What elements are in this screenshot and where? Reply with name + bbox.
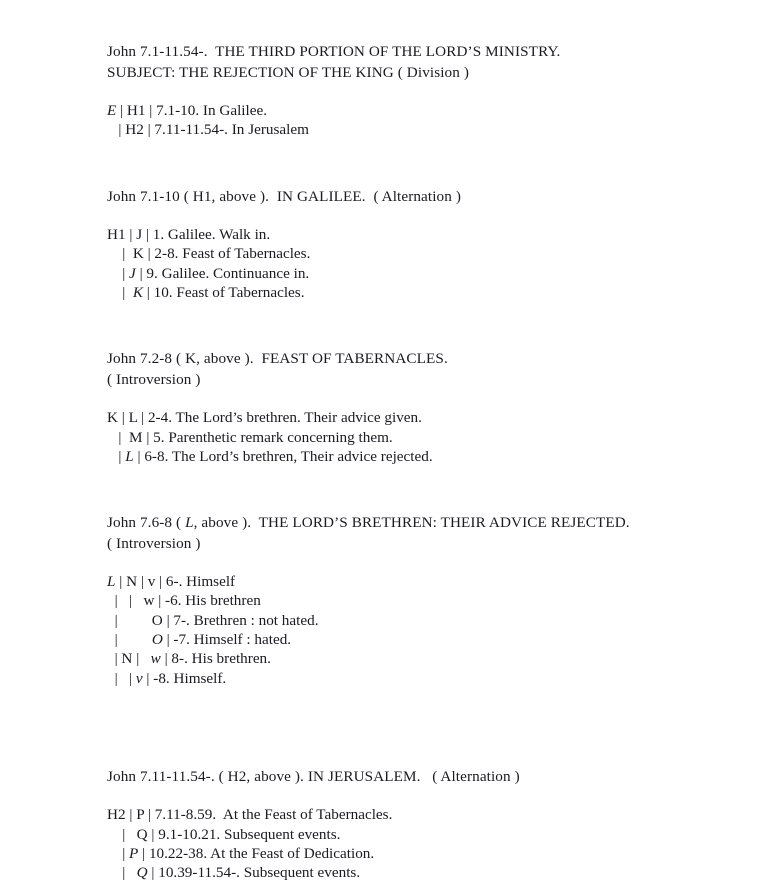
section-spacer <box>107 466 747 513</box>
heading-line: John 7.2-8 ( K, above ). FEAST OF TABERNACLES. <box>107 350 448 368</box>
heading-line: SUBJECT: THE REJECTION OF THE KING ( Division ) <box>107 63 469 81</box>
structure-row <box>107 264 747 283</box>
structure-text: K | L | 2-4. The Lord’s brethren. Their advice given. <box>107 409 422 427</box>
structure-text: | H2 | 7.11-11.54-. In Jerusalem <box>107 121 309 139</box>
structure-letter: v <box>135 669 143 687</box>
section-heading-feast-of-tabernacles <box>107 349 747 390</box>
outline-section-in-galilee <box>107 187 747 303</box>
structure-row <box>107 591 747 610</box>
structure-text: | <box>107 845 130 863</box>
spacer <box>107 787 747 805</box>
structure-letter: E <box>107 102 117 119</box>
structure-text: | <box>107 283 133 301</box>
structure-letter: O <box>151 631 163 649</box>
structure-block-in-jerusalem <box>107 805 747 882</box>
structure-letter: L <box>125 447 134 465</box>
outline-section-lords-brethren-advice-rejected <box>107 513 747 688</box>
spacer <box>107 390 747 408</box>
heading-line: John 7.6-8 ( L, above ). THE LORD’S BRETHREN: THEIR ADVICE REJECTED. <box>107 514 630 532</box>
structure-letter: L <box>107 573 116 591</box>
structure-row <box>107 120 747 139</box>
structure-text: | Q | 9.1-10.21. Subsequent events. <box>107 825 341 843</box>
structure-text: | -8. Himself. <box>142 669 227 687</box>
structure-text: | M | 5. Parenthetic remark concerning them. <box>107 428 393 446</box>
structure-row <box>107 572 747 591</box>
structure-text: | | <box>107 669 136 687</box>
spacer <box>107 83 747 101</box>
structure-row <box>107 225 747 244</box>
structure-row <box>107 283 747 302</box>
heading-line: John 7.1-11.54-. THE THIRD PORTION OF THE LORD’S MINISTRY. <box>107 43 561 60</box>
structure-text: | H1 | 7.1-10. In Galilee. <box>116 102 268 119</box>
structure-row <box>107 669 747 688</box>
section-spacer <box>107 140 747 187</box>
structure-row <box>107 611 747 630</box>
structure-text: | 8-. His brethren. <box>160 650 271 668</box>
structure-text: | O | 7-. Brethren : not hated. <box>107 611 319 629</box>
section-heading-division <box>107 42 747 83</box>
structure-letter: K <box>132 283 143 301</box>
structure-text: | <box>107 631 152 649</box>
structure-text: | <box>107 264 130 282</box>
section-spacer <box>107 688 747 767</box>
structure-row <box>107 825 747 844</box>
structure-row <box>107 244 747 263</box>
structure-row <box>107 863 747 882</box>
heading-line: John 7.1-10 ( H1, above ). IN GALILEE. ( Alternation ) <box>107 187 461 205</box>
structure-letter: L <box>185 514 194 532</box>
structure-row <box>107 428 747 447</box>
structure-letter: Q <box>136 864 148 882</box>
structure-letter: P <box>129 845 139 863</box>
structure-text: H1 | J | 1. Galilee. Walk in. <box>107 226 271 244</box>
structure-text: | 10.39-11.54-. Subsequent events. <box>147 864 361 882</box>
heading-line: ( Introversion ) <box>107 534 201 552</box>
structure-row <box>107 805 747 824</box>
structure-row <box>107 447 747 466</box>
outline-sections <box>107 42 747 883</box>
structure-block-feast-of-tabernacles <box>107 408 747 466</box>
structure-text: | <box>107 447 126 465</box>
structure-row <box>107 649 747 668</box>
heading-line: John 7.11-11.54-. ( H2, above ). IN JERUSALEM. ( Alternation ) <box>107 767 520 785</box>
structure-block-in-galilee <box>107 225 747 302</box>
section-spacer <box>107 302 747 349</box>
outline-section-feast-of-tabernacles <box>107 349 747 466</box>
section-heading-in-jerusalem <box>107 767 747 788</box>
section-heading-lords-brethren-advice-rejected <box>107 513 747 554</box>
structure-text: | 6-8. The Lord’s brethren, Their advice rejected. <box>133 447 433 465</box>
spacer <box>107 207 747 225</box>
document-body <box>107 42 747 883</box>
outline-section-division <box>107 42 747 140</box>
spacer <box>107 554 747 572</box>
structure-text: | -7. Himself : hated. <box>162 631 292 649</box>
outline-section-in-jerusalem <box>107 767 747 883</box>
structure-text: | N | <box>107 650 151 668</box>
structure-letter: w <box>150 650 161 668</box>
structure-row <box>107 844 747 863</box>
structure-letter: J <box>129 264 136 282</box>
structure-text: | K | 2-8. Feast of Tabernacles. <box>107 245 311 263</box>
structure-row <box>107 408 747 427</box>
structure-text: | 10.22-38. At the Feast of Dedication. <box>138 845 375 863</box>
structure-text: | | w | -6. His brethren <box>107 592 261 610</box>
structure-text: | 9. Galilee. Continuance in. <box>135 264 310 282</box>
section-heading-in-galilee <box>107 187 747 208</box>
structure-text: | N | v | 6-. Himself <box>115 573 236 591</box>
structure-block-lords-brethren-advice-rejected <box>107 572 747 688</box>
structure-text: | 10. Feast of Tabernacles. <box>142 283 305 301</box>
structure-text: H2 | P | 7.11-8.59. At the Feast of Tabernacles. <box>107 806 393 824</box>
heading-line: ( Introversion ) <box>107 370 201 388</box>
structure-block-division <box>107 101 747 140</box>
structure-row <box>107 630 747 649</box>
structure-text: | <box>107 864 137 882</box>
structure-row <box>107 101 747 120</box>
